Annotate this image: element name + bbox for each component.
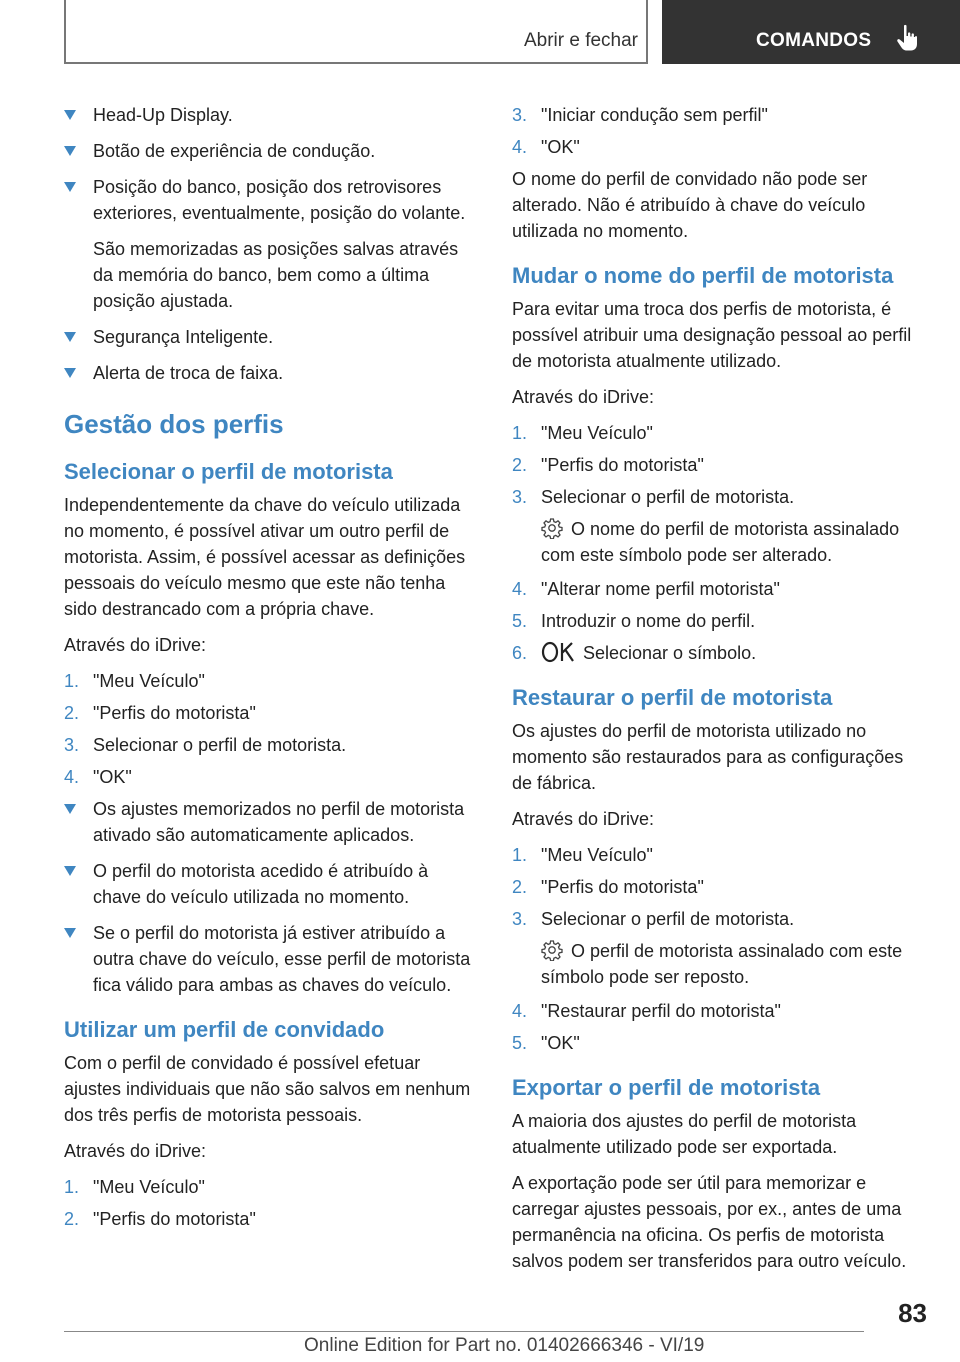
bullet-text: Os ajustes memorizados no perfil de motorista ativado são automaticamente aplicados. bbox=[93, 799, 465, 845]
numbered-step bbox=[64, 764, 478, 790]
rename-symbol-note-text: O nome do perfil de motorista assinalado com este símbolo pode ser alterado. bbox=[541, 519, 900, 565]
numbered-step bbox=[512, 874, 927, 900]
step-text: Selecionar o perfil de motorista. bbox=[541, 909, 795, 929]
step-number: 5. bbox=[512, 1033, 528, 1053]
bullet-item bbox=[64, 174, 478, 314]
bullet-triangle-icon bbox=[64, 110, 76, 120]
bullet-text: Posição do banco, posição dos retrovisores exteriores, eventualmente, posição do volante. bbox=[93, 177, 466, 223]
numbered-step bbox=[64, 700, 478, 726]
step-text: "Meu Veículo" bbox=[541, 845, 653, 865]
header-chapter-title: COMANDOS bbox=[756, 30, 872, 51]
select-note-list bbox=[64, 796, 478, 998]
step-number: 4. bbox=[64, 767, 80, 787]
step-number: 6. bbox=[512, 643, 528, 663]
rename-intro: Para evitar uma troca dos perfis de motorista, é possível atribuir uma designação pessoal ao perfil de motorista atualmente utilizado. bbox=[512, 299, 912, 371]
numbered-step bbox=[512, 1030, 927, 1056]
rename-via-idrive: Através do iDrive: bbox=[512, 387, 655, 407]
step-number: 3. bbox=[64, 735, 80, 755]
step-text: "Alterar nome perfil motorista" bbox=[541, 579, 780, 599]
step-number: 1. bbox=[512, 845, 528, 865]
bullet-text: Segurança Inteligente. bbox=[93, 327, 274, 347]
gear-icon bbox=[541, 939, 563, 961]
select-step-list bbox=[64, 668, 478, 790]
right-column bbox=[512, 96, 927, 1284]
step-number: 4. bbox=[512, 1001, 528, 1021]
reset-intro: Os ajustes do perfil de motorista utilizado no momento são restaurados para as configurações de fábrica. bbox=[512, 721, 904, 793]
subsection-export-title: Exportar o perfil de motorista bbox=[512, 1075, 821, 1100]
bullet-item bbox=[64, 360, 478, 386]
footer-edition: Online Edition for Part no. 01402666346 - VI/19 bbox=[304, 1335, 705, 1356]
step-text: "Meu Veículo" bbox=[93, 1177, 205, 1197]
header-section-title: Abrir e fechar bbox=[523, 30, 638, 51]
pointing-hand-icon bbox=[896, 24, 918, 52]
guest-note: O nome do perfil de convidado não pode ser alterado. Não é atribuído à chave do veículo utilizada no momento. bbox=[512, 169, 868, 241]
guest-intro: Com o perfil de convidado é possível efetuar ajustes individuais que não são salvos em nenhum dos três perfis de motorista pessoais. bbox=[64, 1053, 471, 1125]
numbered-step bbox=[64, 732, 478, 758]
step-number: 2. bbox=[64, 1209, 80, 1229]
reset-step-list-b bbox=[512, 998, 927, 1056]
numbered-step bbox=[512, 842, 927, 868]
step-text: "Perfis do motorista" bbox=[541, 455, 704, 475]
step-text: "Restaurar perfil do motorista" bbox=[541, 1001, 781, 1021]
select-intro: Independentemente da chave do veículo utilizada no momento, é possível ativar um outro perfil de motorista. Assim, é possível acessar as definições pessoais do veículo mesmo que este não tenha sido destrancado com a própria chave. bbox=[64, 495, 466, 619]
bullet-triangle-icon bbox=[64, 368, 76, 378]
subsection-select-title: Selecionar o perfil de motorista bbox=[64, 459, 393, 484]
bullet-triangle-icon bbox=[64, 866, 76, 876]
reset-via-idrive: Através do iDrive: bbox=[512, 809, 655, 829]
guest-via-idrive: Através do iDrive: bbox=[64, 1141, 207, 1161]
step-number: 2. bbox=[512, 455, 528, 475]
footer-divider bbox=[64, 1331, 864, 1332]
numbered-step bbox=[512, 134, 927, 160]
bullet-item bbox=[64, 138, 478, 164]
guest-step-list bbox=[64, 1174, 478, 1232]
bullet-item bbox=[64, 920, 478, 998]
bullet-item bbox=[64, 102, 478, 128]
numbered-step bbox=[64, 1174, 478, 1200]
bullet-item bbox=[64, 858, 478, 910]
subsection-rename-title: Mudar o nome do perfil de motorista bbox=[512, 263, 894, 288]
guest-step-list-cont bbox=[512, 102, 927, 160]
bullet-subtext: São memorizadas as posições salvas através da memória do banco, bem como a última posição ajustada. bbox=[93, 239, 459, 311]
numbered-step bbox=[512, 906, 927, 932]
bullet-item bbox=[64, 324, 478, 350]
step-number: 3. bbox=[512, 909, 528, 929]
bullet-text: Se o perfil do motorista já estiver atribuído a outra chave do veículo, esse perfil de motorista fica válido para ambas as chaves do veículo. bbox=[93, 923, 471, 995]
numbered-step bbox=[512, 576, 927, 602]
step-text: "OK" bbox=[93, 767, 132, 787]
step-text: "Meu Veículo" bbox=[93, 671, 205, 691]
bullet-triangle-icon bbox=[64, 928, 76, 938]
step-text: "Perfis do motorista" bbox=[93, 1209, 256, 1229]
select-via-idrive: Através do iDrive: bbox=[64, 635, 207, 655]
step-number: 5. bbox=[512, 611, 528, 631]
bullet-triangle-icon bbox=[64, 804, 76, 814]
rename-step-6 bbox=[512, 640, 927, 666]
step-number: 4. bbox=[512, 579, 528, 599]
numbered-step bbox=[512, 452, 927, 478]
step-number: 3. bbox=[512, 487, 528, 507]
step-number: 2. bbox=[512, 877, 528, 897]
export-paragraph-1: A maioria dos ajustes do perfil de motorista atualmente utilizado pode ser exportada. bbox=[512, 1111, 857, 1157]
header-chapter-tab bbox=[662, 0, 960, 64]
reset-symbol-note-text: O perfil de motorista assinalado com este símbolo pode ser reposto. bbox=[541, 941, 903, 987]
export-paragraph-2: A exportação pode ser útil para memorizar e carregar ajustes pessoais, por ex., antes de uma permanência na oficina. Os perfis de motorista salvos podem ser transferidos para outro veículo. bbox=[512, 1173, 907, 1271]
section-title: Gestão dos perfis bbox=[64, 409, 284, 439]
step-text: Selecionar o perfil de motorista. bbox=[541, 487, 795, 507]
bullet-text: O perfil do motorista acedido é atribuído à chave do veículo utilizada no momento. bbox=[93, 861, 429, 907]
numbered-step bbox=[512, 608, 927, 634]
numbered-step bbox=[512, 102, 927, 128]
page-number: 83 bbox=[898, 1298, 927, 1328]
left-column bbox=[64, 96, 478, 1238]
bullet-triangle-icon bbox=[64, 146, 76, 156]
step-text: "Perfis do motorista" bbox=[93, 703, 256, 723]
reset-symbol-note bbox=[512, 938, 927, 990]
numbered-step bbox=[64, 1206, 478, 1232]
bullet-text: Alerta de troca de faixa. bbox=[93, 363, 284, 383]
step-text: Selecionar o símbolo. bbox=[583, 643, 757, 663]
numbered-step bbox=[512, 484, 927, 510]
step-text: "Meu Veículo" bbox=[541, 423, 653, 443]
step-number: 2. bbox=[64, 703, 80, 723]
step-number: 1. bbox=[512, 423, 528, 443]
numbered-step bbox=[512, 420, 927, 446]
step-text: "OK" bbox=[541, 1033, 580, 1053]
step-text: "Perfis do motorista" bbox=[541, 877, 704, 897]
step-number: 3. bbox=[512, 105, 528, 125]
bullet-item bbox=[64, 796, 478, 848]
rename-step-list bbox=[512, 420, 927, 510]
bullet-triangle-icon bbox=[64, 332, 76, 342]
reset-step-list bbox=[512, 842, 927, 932]
step-number: 1. bbox=[64, 1177, 80, 1197]
feature-bullet-list bbox=[64, 102, 478, 386]
step-number: 1. bbox=[64, 671, 80, 691]
ok-symbol-icon bbox=[541, 641, 575, 663]
bullet-triangle-icon bbox=[64, 182, 76, 192]
subsection-guest-title: Utilizar um perfil de convidado bbox=[64, 1017, 385, 1042]
numbered-step bbox=[64, 668, 478, 694]
numbered-step bbox=[512, 998, 927, 1024]
step-text: Introduzir o nome do perfil. bbox=[541, 611, 756, 631]
bullet-text: Botão de experiência de condução. bbox=[93, 141, 376, 161]
rename-step-list-b bbox=[512, 576, 927, 634]
bullet-text: Head-Up Display. bbox=[93, 105, 233, 125]
rename-symbol-note bbox=[512, 516, 927, 568]
step-text: "Iniciar condução sem perfil" bbox=[541, 105, 768, 125]
subsection-reset-title: Restaurar o perfil de motorista bbox=[512, 685, 833, 710]
gear-icon bbox=[541, 517, 563, 539]
step-number: 4. bbox=[512, 137, 528, 157]
step-text: "OK" bbox=[541, 137, 580, 157]
step-text: Selecionar o perfil de motorista. bbox=[93, 735, 347, 755]
